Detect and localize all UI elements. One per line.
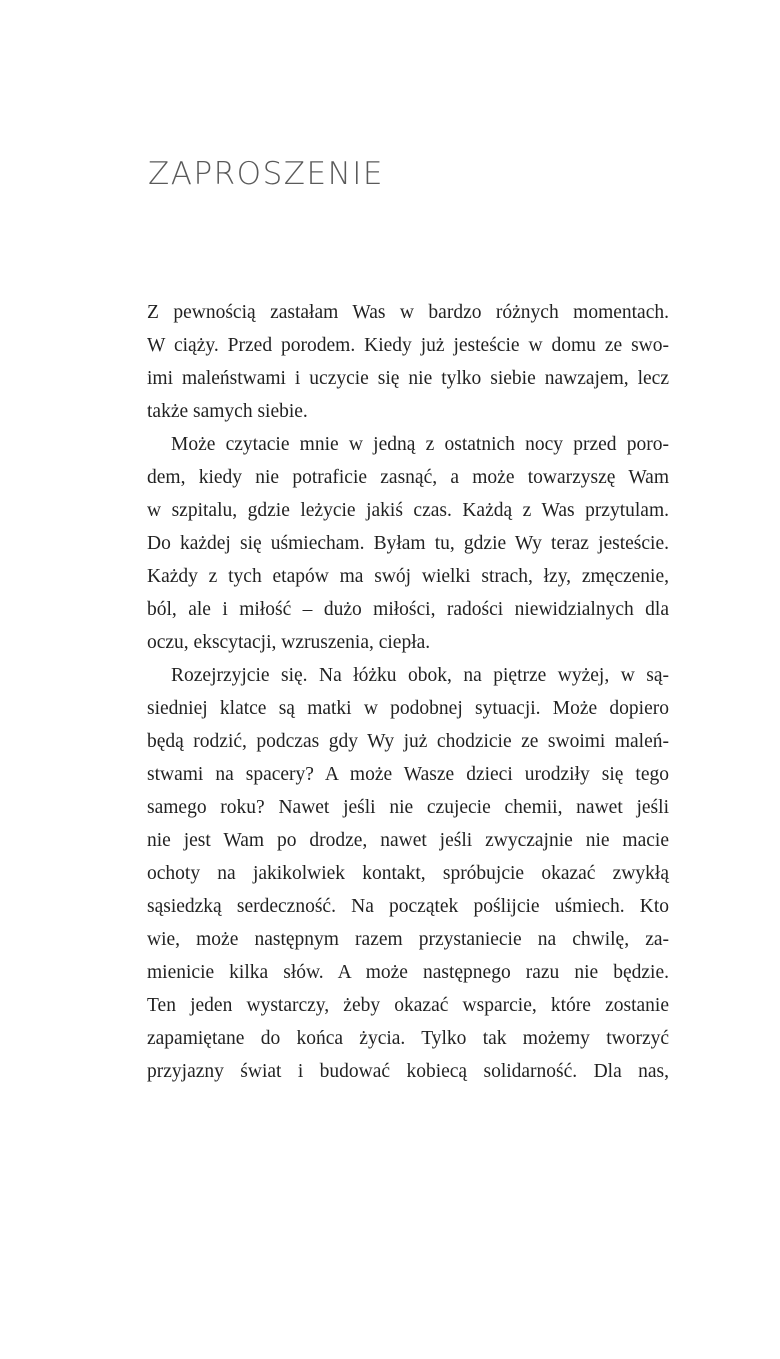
text-line: ochoty na jakikolwiek kontakt, spróbujcie okazać zwykłą	[147, 863, 669, 884]
text-line: W ciąży. Przed porodem. Kiedy już jesteście w domu ze swo-	[147, 335, 669, 356]
text-line: ból, ale i miłość – dużo miłości, radości niewidzialnych dla	[147, 599, 669, 620]
text-line: sąsiedzką serdeczność. Na początek poślijcie uśmiech. Kto	[147, 896, 669, 917]
text-line: przyjazny świat i budować kobiecą solidarność. Dla nas,	[147, 1061, 669, 1082]
text-line: nie jest Wam po drodze, nawet jeśli zwyczajnie nie macie	[147, 830, 669, 851]
text-line: imi maleństwami i uczycie się nie tylko siebie nawzajem, lecz	[147, 368, 669, 389]
text-line: Z pewnością zastałam Was w bardzo różnych momentach.	[147, 302, 669, 323]
text-line: w szpitalu, gdzie leżycie jakiś czas. Każdą z Was przytulam.	[147, 500, 669, 521]
text-line: siedniej klatce są matki w podobnej sytuacji. Może dopiero	[147, 698, 669, 719]
body-text	[147, 296, 669, 1088]
text-line: oczu, ekscytacji, wzruszenia, ciepła.	[147, 632, 431, 653]
chapter-title: ZAPROSZENIE	[148, 156, 384, 192]
text-line: Może czytacie mnie w jedną z ostatnich nocy przed poro-	[171, 434, 669, 455]
text-line: samego roku? Nawet jeśli nie czujecie chemii, nawet jeśli	[147, 797, 669, 818]
text-line: dem, kiedy nie potraficie zasnąć, a może towarzyszę Wam	[147, 467, 669, 488]
text-line: Rozejrzyjcie się. Na łóżku obok, na piętrze wyżej, w są-	[171, 665, 669, 686]
text-line: Do każdej się uśmiecham. Byłam tu, gdzie Wy teraz jesteście.	[147, 533, 669, 554]
text-line: Każdy z tych etapów ma swój wielki strach, łzy, zmęczenie,	[147, 566, 669, 587]
text-line: mienicie kilka słów. A może następnego razu nie będzie.	[147, 962, 669, 983]
text-line: zapamiętane do końca życia. Tylko tak możemy tworzyć	[147, 1028, 669, 1049]
paragraph	[147, 296, 669, 428]
paragraph	[147, 428, 669, 659]
text-line: będą rodzić, podczas gdy Wy już chodzicie ze swoimi maleń-	[147, 731, 669, 752]
text-line: stwami na spacery? A może Wasze dzieci urodziły się tego	[147, 764, 669, 785]
paragraph	[147, 659, 669, 1088]
text-line: Ten jeden wystarczy, żeby okazać wsparcie, które zostanie	[147, 995, 669, 1016]
text-line: także samych siebie.	[147, 401, 308, 422]
text-line: wie, może następnym razem przystaniecie na chwilę, za-	[147, 929, 669, 950]
